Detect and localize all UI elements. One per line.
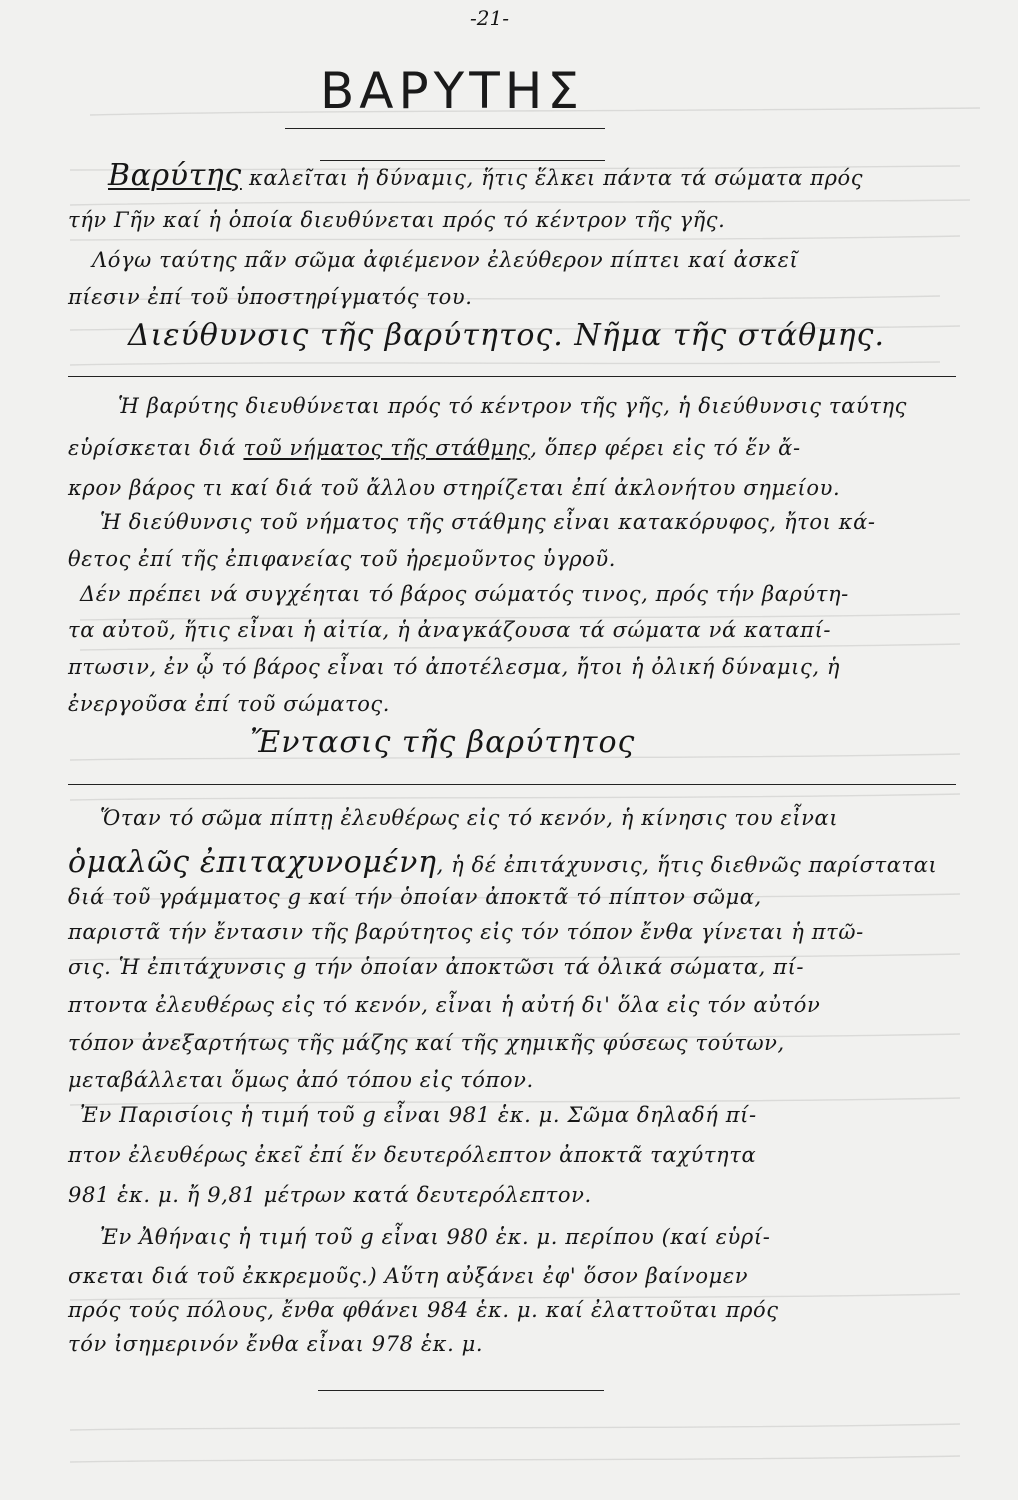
intensity-line-2 xyxy=(68,845,937,880)
intensity-line-1: Ὅταν τό σῶμα πίπτῃ ἐλευθέρως εἰς τό κενόν, ἡ κίνησις του εἶναι xyxy=(100,806,839,830)
heading-intensity: Ἔντασις τῆς βαρύτητος xyxy=(250,725,636,760)
direction-line-3: κρον βάρος τι καί διά τοῦ ἄλλου στηρίζεται ἐπί ἀκλονήτου σημείου. xyxy=(68,476,841,500)
intensity-line-10: πτον ἐλευθέρως ἐκεῖ ἐπί ἕν δευτερόλεπτον ἀποκτᾶ ταχύτητα xyxy=(68,1143,757,1167)
direction-line-1: Ἡ βαρύτης διευθύνεται πρός τό κέντρον τῆς γῆς, ἡ διεύθυνσις ταύτης xyxy=(118,394,908,418)
page-title: ΒΑΡΥΤΗΣ xyxy=(320,62,584,120)
direction-line-4: Ἡ διεύθυνσις τοῦ νήματος τῆς στάθμης εἶναι κατακόρυφος, ἤτοι κά- xyxy=(100,510,876,534)
definition-text: καλεῖται ἡ δύναμις, ἥτις ἕλκει πάντα τά σώματα πρός xyxy=(249,166,864,190)
intensity-line-6: πτοντα ἐλευθέρως εἰς τό κενόν, εἶναι ἡ αὐτή δι' ὅλα εἰς τόν αὐτόν xyxy=(68,993,821,1017)
intensity-line-12: Ἐν Ἀθήναις ἡ τιμή τοῦ g εἶναι 980 ἑκ. μ. περίπου (καί εὑρί- xyxy=(100,1225,771,1249)
intensity-line-15: τόν ἰσημερινόν ἔνθα εἶναι 978 ἑκ. μ. xyxy=(68,1332,484,1356)
title-underline xyxy=(285,128,605,129)
plumb-line-term: τοῦ νήματος τῆς στάθμης xyxy=(243,436,531,460)
heading-intensity-rule xyxy=(68,784,956,785)
definition-line-2: τήν Γῆν καί ἡ ὁποία διευθύνεται πρός τό κέντρον τῆς γῆς. xyxy=(68,208,726,232)
direction-line-6: Δέν πρέπει νά συγχέηται τό βάρος σώματός τινος, πρός τήν βαρύτη- xyxy=(80,582,849,606)
direction-line-2-post: , ὅπερ φέρει εἰς τό ἕν ἄ- xyxy=(530,436,801,460)
intensity-line-3: διά τοῦ γράμματος g καί τήν ὁποίαν ἀποκτᾶ τό πίπτον σῶμα, xyxy=(68,885,762,909)
divider-bottom xyxy=(318,1390,604,1391)
intensity-line-8: μεταβάλλεται ὅμως ἀπό τόπου εἰς τόπον. xyxy=(68,1068,534,1092)
direction-line-2 xyxy=(68,436,801,460)
intensity-line-14: πρός τούς πόλους, ἔνθα φθάνει 984 ἑκ. μ. καί ἐλαττοῦται πρός xyxy=(68,1298,779,1322)
definition-line-4: πίεσιν ἐπί τοῦ ὑποστηρίγματός του. xyxy=(68,285,473,309)
term-gravity: Βαρύτης xyxy=(108,158,242,193)
direction-line-5: θετος ἐπί τῆς ἐπιφανείας τοῦ ἠρεμοῦντος ὑγροῦ. xyxy=(68,547,617,571)
heading-direction: Διεύθυνσις τῆς βαρύτητος. Νῆμα τῆς στάθμης. xyxy=(128,318,885,353)
intensity-line-13: σκεται διά τοῦ ἐκκρεμοῦς.) Αὕτη αὐξάνει ἐφ' ὅσον βαίνομεν xyxy=(68,1264,749,1288)
intensity-line-5: σις. Ἡ ἐπιτάχυνσις g τήν ὁποίαν ἀποκτῶσι τά ὀλικά σώματα, πί- xyxy=(68,955,805,979)
intensity-line-4: παριστᾶ τήν ἔντασιν τῆς βαρύτητος εἰς τόν τόπον ἔνθα γίνεται ἡ πτῶ- xyxy=(68,920,864,944)
heading-direction-rule xyxy=(68,376,956,377)
intensity-line-7: τόπον ἀνεξαρτήτως τῆς μάζης καί τῆς χημικῆς φύσεως τούτων, xyxy=(68,1031,785,1055)
intensity-line-2-post: , ἡ δέ ἐπιτάχυνσις, ἥτις διεθνῶς παρίσταται xyxy=(436,853,938,877)
uniform-acceleration-term: ὁμαλῶς ἐπιταχυνομένη xyxy=(68,845,437,880)
direction-line-7: τα αὐτοῦ, ἥτις εἶναι ἡ αἰτία, ἡ ἀναγκάζουσα τά σώματα νά καταπί- xyxy=(68,618,832,642)
intensity-line-9: Ἐν Παρισίοις ἡ τιμή τοῦ g εἶναι 981 ἑκ. μ. Σῶμα δηλαδή πί- xyxy=(80,1103,757,1127)
intensity-line-11: 981 ἑκ. μ. ἤ 9,81 μέτρων κατά δευτερόλεπτον. xyxy=(68,1183,592,1207)
direction-line-8: πτωσιν, ἐν ᾧ τό βάρος εἶναι τό ἀποτέλεσμα, ἤτοι ἡ ὀλική δύναμις, ἡ xyxy=(68,655,841,679)
definition-line-3: Λόγω ταύτης πᾶν σῶμα ἀφιέμενον ἐλεύθερον πίπτει καί ἀσκεῖ xyxy=(92,248,799,272)
page-number: -21- xyxy=(470,6,509,30)
direction-line-9: ἐνεργοῦσα ἐπί τοῦ σώματος. xyxy=(68,692,391,716)
direction-line-2-pre: εὑρίσκεται διά xyxy=(68,436,237,460)
definition-line-1 xyxy=(108,158,863,193)
